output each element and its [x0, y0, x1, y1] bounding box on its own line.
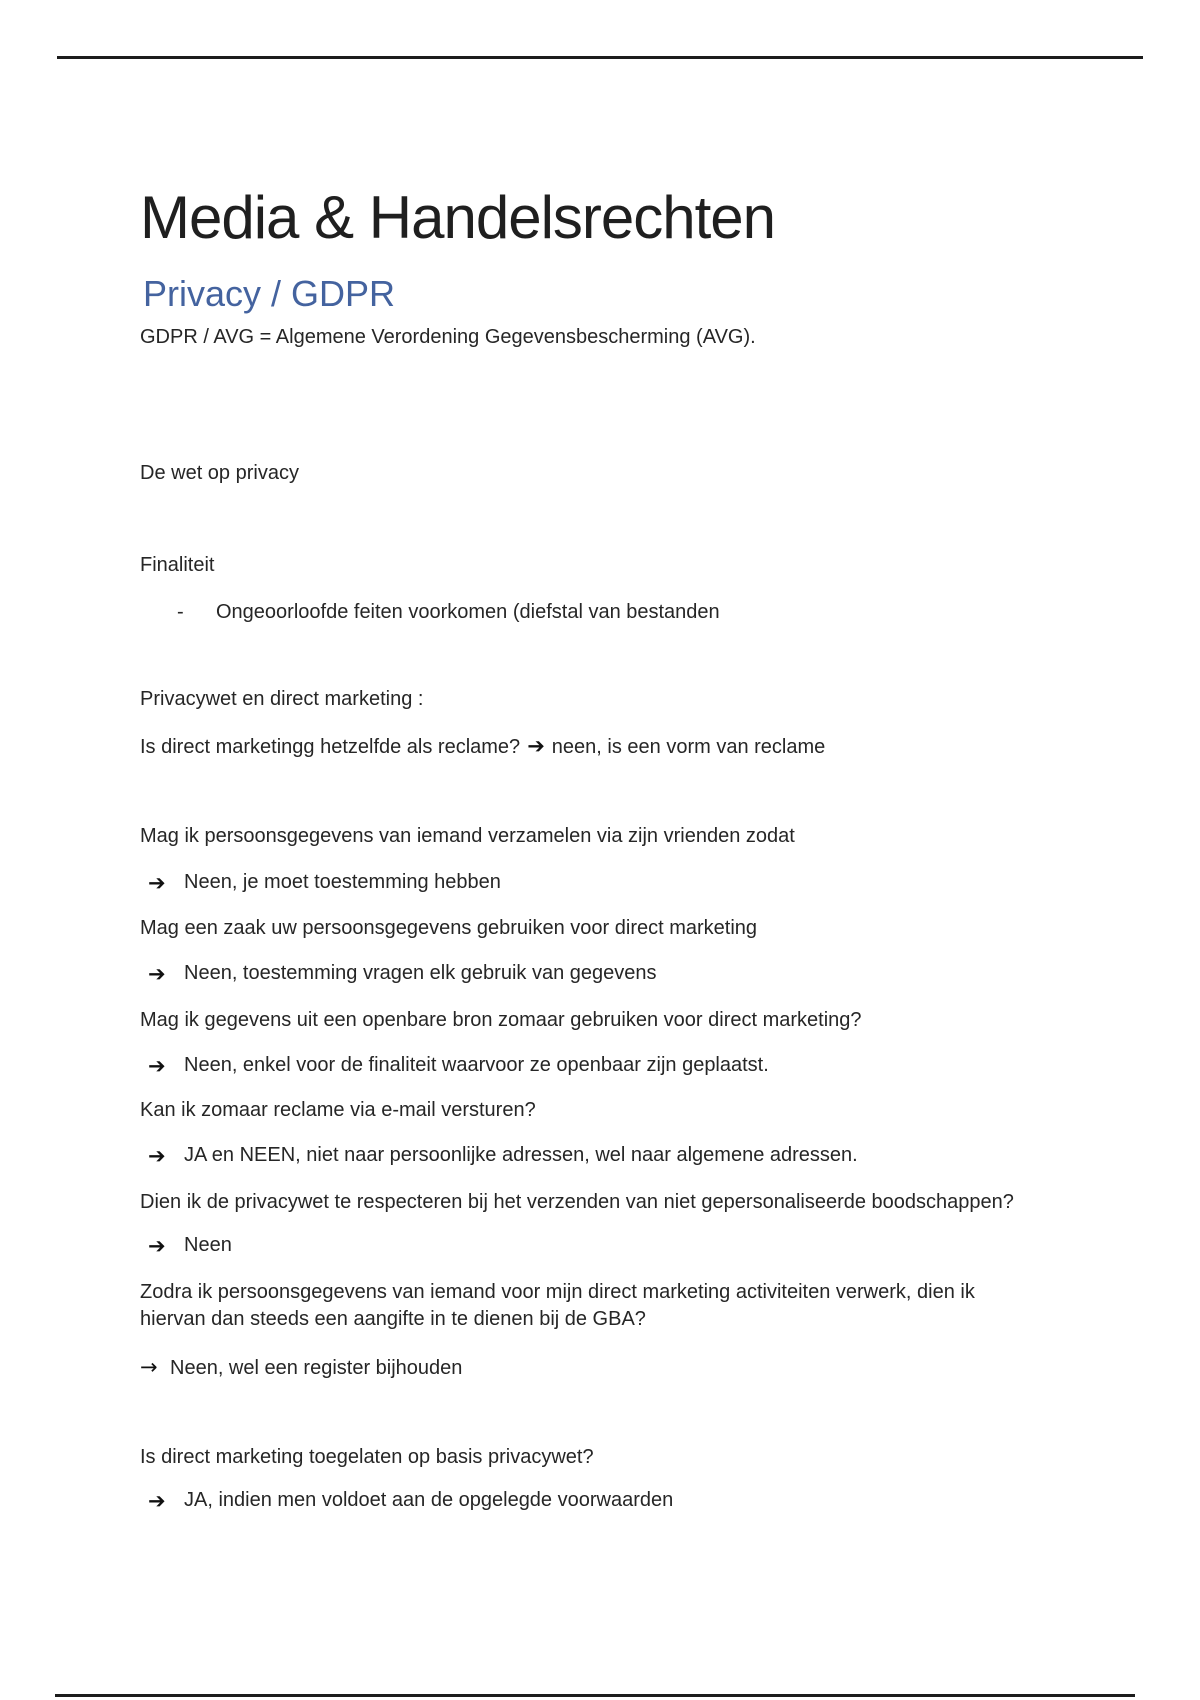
answer-text: JA en NEEN, niet naar persoonlijke adressen, wel naar algemene adressen.	[184, 1144, 858, 1166]
question-line: Dien ik de privacywet te respecteren bij het verzenden van niet gepersonaliseerde boodschappen?	[140, 1191, 1014, 1213]
bottom-rule	[55, 1694, 1135, 1697]
answer-line	[140, 1052, 1114, 1079]
question-line	[140, 733, 1070, 761]
answer-line	[140, 1354, 1070, 1382]
list-item	[140, 599, 1070, 626]
answer-text: neen, is een vorm van reclame	[551, 736, 826, 758]
arrow-right-icon: ➔	[148, 1489, 166, 1513]
arrow-right-icon: ➔	[148, 1144, 166, 1168]
question-line: Mag een zaak uw persoonsgegevens gebruiken voor direct marketing	[140, 917, 758, 939]
answer-text: Neen, toestemming vragen elk gebruik van gegevens	[184, 962, 657, 984]
question-line: Mag ik gegevens uit een openbare bron zomaar gebruiken voor direct marketing?	[140, 1009, 862, 1031]
section-heading-wet: De wet op privacy	[140, 462, 299, 484]
answer-line	[140, 1487, 1114, 1514]
arrow-right-icon: ➔	[148, 1234, 166, 1258]
arrow-right-icon: ➔	[148, 962, 166, 986]
answer-line	[140, 1232, 1114, 1259]
section-heading-marketing: Privacywet en direct marketing :	[140, 688, 424, 710]
question-line: Is direct marketing toegelaten op basis privacywet?	[140, 1446, 594, 1468]
answer-text: Neen, wel een register bijhouden	[170, 1357, 463, 1379]
answer-line	[140, 1142, 1114, 1169]
answer-text: Neen, je moet toestemming hebben	[184, 871, 501, 893]
intro-definition: GDPR / AVG = Algemene Verordening Gegevensbescherming (AVG).	[140, 326, 756, 348]
arrow-right-icon: ➔	[148, 871, 166, 895]
top-rule	[57, 56, 1143, 59]
page-subtitle: Privacy / GDPR	[143, 272, 396, 314]
page-title: Media & Handelsrechten	[140, 184, 776, 252]
arrow-right-icon: ➔	[148, 1054, 166, 1078]
section-heading-finaliteit: Finaliteit	[140, 554, 215, 576]
arrow-right-icon: ➔	[527, 734, 545, 758]
answer-text: Neen	[184, 1234, 232, 1256]
question-line: Zodra ik persoonsgegevens van iemand voor mijn direct marketing activiteiten verwerk, dien ik hiervan dan steeds een aangifte in te dienen bij de GBA?	[140, 1281, 975, 1330]
answer-text: JA, indien men voldoet aan de opgelegde voorwaarden	[184, 1489, 674, 1511]
question-text: Is direct marketingg hetzelfde als reclame?	[140, 736, 521, 758]
question-line: Mag ik persoonsgegevens van iemand verzamelen via zijn vrienden zodat	[140, 825, 795, 847]
answer-text: Neen, enkel voor de finaliteit waarvoor ze openbaar zijn geplaatst.	[184, 1054, 769, 1076]
list-item-text: Ongeoorloofde feiten voorkomen (diefstal van bestanden	[216, 601, 720, 623]
arrow-right-icon: →	[140, 1355, 158, 1379]
answer-line	[140, 960, 1114, 987]
dash-bullet-icon: -	[177, 601, 184, 623]
question-line: Kan ik zomaar reclame via e-mail versturen?	[140, 1099, 536, 1121]
answer-line	[140, 869, 1114, 896]
